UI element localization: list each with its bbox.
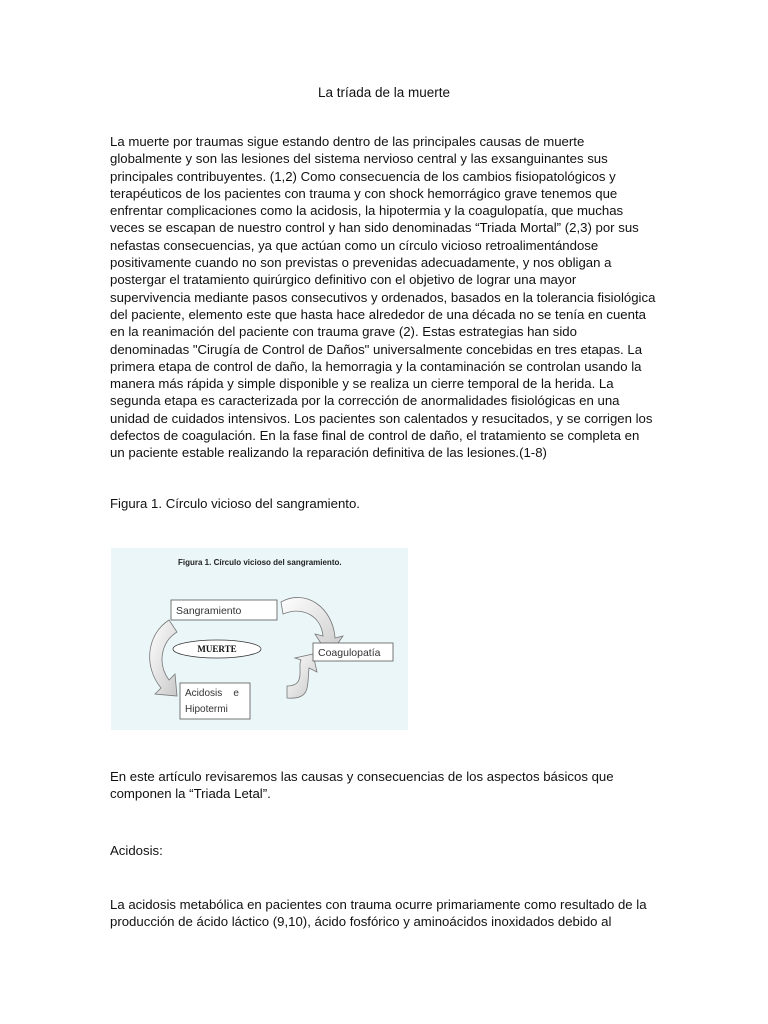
figure-inner-title: Figura 1. Círculo vicioso del sangramiento. [178, 558, 342, 567]
document-title: La tríada de la muerte [317, 85, 451, 100]
figure-diagram [111, 548, 408, 730]
paragraph-article-scope: En este artículo revisaremos las causas y consecuencias de los aspectos básicos que componen la “Triada Letal”. [110, 769, 614, 802]
label-sangramiento: Sangramiento [176, 605, 242, 617]
figure-vicious-circle [111, 548, 408, 730]
label-muerte: MUERTE [197, 644, 237, 654]
paragraph-intro: La muerte por traumas sigue estando dentro de las principales causas de muerte globalmente y son las lesiones del sistema nervioso central y las exsanguinantes sus principales contribuyentes. (1,2) Como consecuencia de los cambios fisiopatológicos y terapéuticos de los pacientes con trauma y con shock hemorrágico grave tenemos que enfrentar complicaciones como la acidosis, la hipotermia y la coagulopatía, que muchas veces se escapan de nuestro control y han sido denominadas “Triada Mortal” (2,3) por sus nefastas consecuencias, ya que actúan como un círculo vicioso retroalimentándose positivamente cuando no son previstas o prevenidas adecuadamente, y nos obligan a postergar el tratamiento quirúrgico definitivo con el objetivo de lograr una mayor supervivencia mediante pasos consecutivos y ordenados, basados en la tolerancia fisiológica del paciente, elemento este que hasta hace alrededor de una década no se tenía en cuenta en la reanimación del paciente con trauma grave (2). Estas estrategias han sido denominadas "Cirugía de Control de Daños" universalmente concebidas en tres etapas. La primera etapa de control de daño, la hemorragia y la contaminación se controlan usando la manera más rápida y simple disponible y se realiza un cierre temporal de la herida. La segunda etapa es caracterizada por la corrección de anormalidades fisiológicas en una unidad de cuidados intensivos. Los pacientes son calentados y resucitados, y se corrigen los defectos de coagulación. En la fase final de control de daño, el tratamiento se completa en un paciente estable realizando la reparación definitiva de las lesiones.(1-8) [110, 134, 656, 461]
arrow-bottom-right [287, 654, 317, 698]
label-acidosis-line1: Acidosis e [185, 688, 239, 699]
section-heading-acidosis: Acidosis: [110, 843, 163, 858]
label-acidosis-line2: Hipotermi [185, 704, 228, 715]
figure-caption: Figura 1. Círculo vicioso del sangramiento. [110, 496, 360, 511]
label-coagulopatia: Coagulopatía [318, 647, 381, 659]
arrow-left [150, 620, 177, 696]
paragraph-acidosis: La acidosis metabólica en pacientes con trauma ocurre primariamente como resultado de la producción de ácido láctico (9,10), ácido fosfórico y aminoácidos inoxidados debido al [110, 897, 647, 930]
